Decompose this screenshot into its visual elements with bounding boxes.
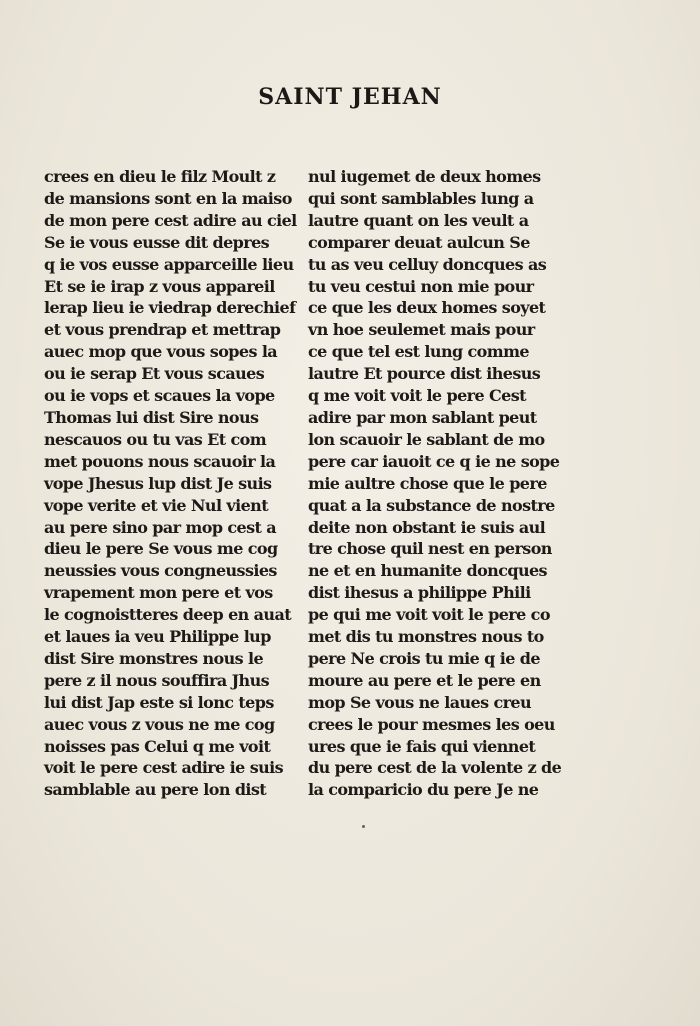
text-line: quat a la substance de nostre bbox=[308, 495, 555, 515]
text-line: nul iugemet de deux homes bbox=[308, 167, 541, 186]
text-line: vope Jhesus lup dist Je suis bbox=[44, 473, 272, 493]
text-line: pere Ne crois tu mie q ie de bbox=[308, 648, 540, 668]
ink-speck bbox=[362, 825, 365, 828]
text-line: Et se ie irap z vous appareil bbox=[44, 276, 275, 296]
text-line: pere z il nous souffira Jhus bbox=[44, 670, 270, 690]
text-line: tre chose quil nest en person bbox=[308, 539, 552, 559]
running-header: SAINT JEHAN bbox=[258, 84, 442, 110]
text-line: qui sont samblables lung a bbox=[308, 188, 534, 208]
text-line: Thomas lui dist Sire nous bbox=[44, 407, 259, 427]
right-text-column bbox=[308, 166, 562, 801]
text-line: q me voit voit le pere Cest bbox=[308, 386, 526, 406]
text-line: le cognoistteres deep en auat bbox=[44, 605, 292, 625]
text-line: voit le pere cest adire ie suis bbox=[44, 758, 284, 778]
text-line: ou ie vops et scaues la vope bbox=[44, 386, 275, 406]
text-line: crees en dieu le filz Moult z bbox=[44, 167, 276, 186]
text-line: lautre quant on les veult a bbox=[308, 210, 529, 230]
text-line: adire par mon sablant peut bbox=[308, 407, 537, 427]
text-line: lui dist Jap este si lonc teps bbox=[44, 692, 274, 712]
text-line: vope verite et vie Nul vient bbox=[44, 495, 268, 515]
text-line: moure au pere et le pere en bbox=[308, 670, 541, 690]
text-line: met pouons nous scauoir la bbox=[44, 451, 276, 471]
text-line: q ie vos eusse apparceille lieu bbox=[44, 254, 294, 274]
text-line: lon scauoir le sablant de mo bbox=[308, 429, 545, 449]
text-line: ures que ie fais qui viennet bbox=[308, 736, 536, 756]
text-line: dieu le pere Se vous me cog bbox=[44, 539, 278, 559]
text-line: ne et en humanite doncques bbox=[308, 561, 547, 581]
text-line: la comparicio du pere Je ne bbox=[308, 780, 539, 800]
text-line: samblable au pere lon dist bbox=[44, 780, 267, 800]
text-line: ce que les deux homes soyet bbox=[308, 298, 546, 318]
text-line: comparer deuat aulcun Se bbox=[308, 232, 530, 252]
text-line: et laues ia veu Philippe lup bbox=[44, 627, 271, 647]
text-line: crees le pour mesmes les oeu bbox=[308, 714, 555, 734]
text-line: vn hoe seulemet mais pour bbox=[308, 320, 535, 340]
left-text-column bbox=[44, 166, 297, 801]
text-line: met dis tu monstres nous to bbox=[308, 627, 544, 647]
text-line: tu as veu celluy doncques as bbox=[308, 254, 547, 274]
text-line: lerap lieu ie viedrap derechief bbox=[44, 298, 296, 318]
text-line: nescauos ou tu vas Et com bbox=[44, 429, 267, 449]
text-line: au pere sino par mop cest a bbox=[44, 517, 277, 537]
text-line: pe qui me voit voit le pere co bbox=[308, 605, 550, 625]
text-line: lautre Et pource dist ihesus bbox=[308, 364, 541, 384]
text-line: tu veu cestui non mie pour bbox=[308, 276, 534, 296]
text-line: auec vous z vous ne me cog bbox=[44, 714, 275, 734]
text-line: de mansions sont en la maiso bbox=[44, 188, 292, 208]
text-line: Se ie vous eusse dit depres bbox=[44, 232, 270, 252]
text-line: dist ihesus a philippe Phili bbox=[308, 583, 531, 603]
text-line: mie aultre chose que le pere bbox=[308, 473, 547, 493]
text-line: de mon pere cest adire au ciel bbox=[44, 210, 297, 230]
text-line: auec mop que vous sopes la bbox=[44, 342, 278, 362]
text-line: neussies vous congneussies bbox=[44, 561, 277, 581]
text-line: vrapement mon pere et vos bbox=[44, 583, 273, 603]
text-line: ce que tel est lung comme bbox=[308, 342, 529, 362]
text-line: mop Se vous ne laues creu bbox=[308, 692, 532, 712]
text-line: du pere cest de la volente z de bbox=[308, 758, 562, 778]
text-line: dist Sire monstres nous le bbox=[44, 648, 264, 668]
text-line: deite non obstant ie suis aul bbox=[308, 517, 546, 537]
text-line: et vous prendrap et mettrap bbox=[44, 320, 281, 340]
text-line: noisses pas Celui q me voit bbox=[44, 736, 271, 756]
text-line: ou ie serap Et vous scaues bbox=[44, 364, 265, 384]
text-line: pere car iauoit ce q ie ne sope bbox=[308, 451, 560, 471]
